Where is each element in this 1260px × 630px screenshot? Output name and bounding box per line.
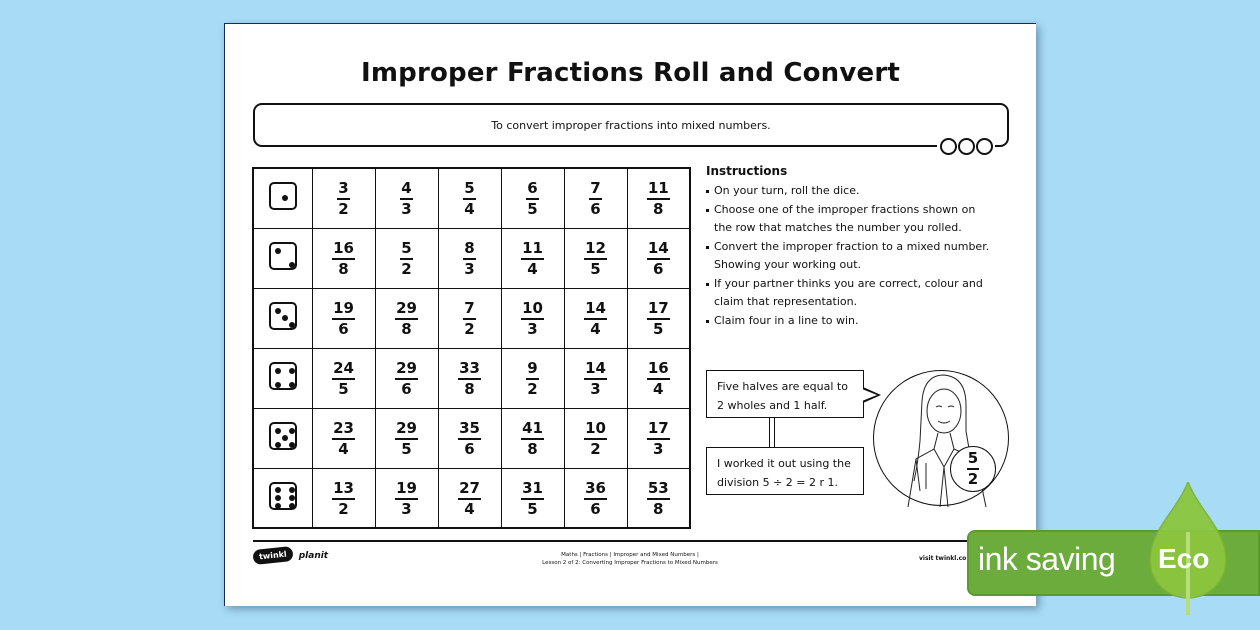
denominator: 3	[527, 320, 538, 338]
denominator: 4	[338, 440, 349, 458]
instructions-heading: Instructions	[706, 164, 788, 178]
denominator: 8	[401, 320, 412, 338]
fraction	[584, 360, 607, 398]
numerator: 24	[332, 360, 355, 380]
numerator: 10	[521, 300, 544, 320]
denominator: 5	[527, 499, 538, 518]
denominator: 4	[464, 200, 475, 219]
fraction	[521, 480, 544, 518]
fraction-cell[interactable]	[627, 408, 690, 468]
numerator: 14	[584, 360, 607, 380]
fraction-cell[interactable]	[627, 348, 690, 408]
bead-decoration	[937, 138, 995, 155]
die-cell	[253, 168, 312, 228]
footer-line-1: Maths | Fractions | Improper and Mixed Numbers |	[561, 552, 699, 558]
numerator: 4	[400, 180, 412, 200]
grid-row	[253, 348, 690, 408]
pip	[282, 195, 288, 201]
numerator: 17	[647, 300, 670, 320]
fraction	[458, 420, 481, 458]
denominator: 6	[590, 499, 601, 518]
fraction-cell[interactable]	[627, 288, 690, 348]
page-title: Improper Fractions Roll and Convert	[360, 58, 901, 88]
fraction-cell[interactable]	[375, 168, 438, 228]
fraction	[395, 480, 418, 518]
fraction-cell[interactable]	[312, 228, 375, 288]
footer-divider	[253, 540, 1013, 542]
denominator: 3	[464, 260, 475, 278]
fraction-cell[interactable]	[564, 408, 627, 468]
denominator: 5	[401, 440, 412, 458]
fraction-cell[interactable]	[375, 348, 438, 408]
die-face-3-icon	[269, 302, 297, 330]
denominator: 5	[590, 260, 601, 278]
numerator: 29	[395, 300, 418, 320]
fraction	[526, 180, 538, 218]
denominator: 2	[590, 440, 601, 458]
fraction-cell[interactable]	[627, 228, 690, 288]
fraction	[521, 420, 544, 458]
pip	[275, 248, 281, 254]
fraction	[584, 240, 607, 278]
fraction	[584, 300, 607, 338]
fraction	[332, 240, 355, 278]
denominator: 3	[590, 380, 601, 398]
bubble-connector	[769, 418, 775, 448]
fraction	[589, 180, 601, 218]
numerator: 13	[332, 480, 355, 500]
pip	[275, 382, 281, 388]
numerator: 14	[647, 240, 670, 260]
planit-label: planit	[298, 550, 329, 561]
denominator: 8	[653, 499, 664, 518]
denominator: 6	[401, 380, 412, 398]
denominator: 5	[653, 320, 664, 338]
denominator: 2	[338, 499, 349, 518]
instructions-list	[706, 182, 996, 330]
denominator: 3	[401, 200, 412, 219]
fraction-cell[interactable]	[438, 168, 501, 228]
fraction	[395, 300, 418, 338]
fraction-cell[interactable]	[564, 228, 627, 288]
fraction	[463, 300, 475, 338]
denominator: 4	[653, 380, 664, 398]
numerator: 9	[526, 360, 538, 380]
denominator: 5	[338, 380, 349, 398]
fraction-grid	[252, 167, 691, 529]
fraction	[332, 420, 355, 458]
fraction	[332, 360, 355, 398]
fraction-cell[interactable]	[501, 228, 564, 288]
pip	[289, 503, 295, 509]
pip	[275, 368, 281, 374]
pip	[275, 495, 281, 501]
fraction-cell[interactable]	[501, 288, 564, 348]
fraction-cell[interactable]	[564, 288, 627, 348]
footer-line-2: Lesson 2 of 2: Converting Improper Fractions to Mixed Numbers	[542, 560, 718, 566]
numerator: 10	[584, 420, 607, 440]
girl-student-icon	[874, 371, 1010, 507]
bead-icon	[940, 138, 957, 155]
fraction-cell[interactable]	[312, 168, 375, 228]
example-fraction: $\frac{5}{2}$	[967, 449, 979, 488]
fraction-cell[interactable]	[312, 468, 375, 528]
pip	[275, 503, 281, 509]
fraction-cell[interactable]	[564, 168, 627, 228]
die-face-4-icon	[269, 362, 297, 390]
numerator: 5	[463, 180, 475, 200]
numerator: 29	[395, 420, 418, 440]
denominator: 6	[590, 200, 601, 219]
numerator: 7	[463, 300, 475, 320]
fraction-cell[interactable]	[627, 468, 690, 528]
die-cell	[253, 348, 312, 408]
numerator: 12	[584, 240, 607, 260]
bead-icon	[976, 138, 993, 155]
example-fraction-badge	[950, 446, 996, 492]
numerator: 8	[463, 240, 475, 260]
pip	[289, 322, 295, 328]
numerator: 36	[584, 480, 607, 500]
instruction-item: If your partner thinks you are correct, colour and claim that representation.	[706, 275, 996, 311]
grid-row	[253, 168, 690, 228]
die-cell	[253, 408, 312, 468]
instructions-panel	[706, 164, 996, 331]
numerator: 53	[647, 480, 670, 500]
pip	[289, 487, 295, 493]
fraction	[647, 480, 670, 518]
fraction-cell[interactable]	[564, 348, 627, 408]
eco-label: ink saving	[978, 541, 1116, 577]
footer-logo	[253, 548, 328, 563]
denominator: 6	[338, 320, 349, 338]
numerator: 27	[458, 480, 481, 500]
pip	[275, 442, 281, 448]
fraction	[458, 360, 481, 398]
pip	[282, 315, 288, 321]
fraction-cell[interactable]	[438, 408, 501, 468]
denominator: 2	[464, 320, 475, 338]
fraction	[647, 300, 670, 338]
objective-box	[253, 103, 1009, 147]
numerator: 31	[521, 480, 544, 500]
denominator: 2	[401, 260, 412, 278]
die-face-2-icon	[269, 242, 297, 270]
numerator: 17	[647, 420, 670, 440]
worksheet-page	[224, 23, 1036, 606]
numerator: 5	[400, 240, 412, 260]
fraction	[526, 360, 538, 398]
grid-row	[253, 228, 690, 288]
fraction	[647, 240, 670, 278]
denominator: 4	[527, 260, 538, 278]
objective-text: To convert improper fractions into mixed numbers.	[491, 119, 771, 132]
die-face-1-icon	[269, 182, 297, 210]
pip	[275, 308, 281, 314]
fraction-cell[interactable]	[375, 408, 438, 468]
denominator: 8	[464, 380, 475, 398]
fraction	[521, 300, 544, 338]
fraction-cell[interactable]	[564, 468, 627, 528]
numerator: 14	[584, 300, 607, 320]
pip	[282, 435, 288, 441]
fraction	[458, 480, 481, 518]
speech-bubble: Five halves are equal to 2 wholes and 1 half.	[706, 370, 864, 418]
fraction	[395, 360, 418, 398]
numerator: 35	[458, 420, 481, 440]
instruction-item: Choose one of the improper fractions shown on the row that matches the number you rolled.	[706, 201, 996, 237]
denominator: 2	[527, 380, 538, 398]
die-face-6-icon	[269, 482, 297, 510]
numerator: 11	[647, 180, 670, 200]
fraction-cell[interactable]	[501, 468, 564, 528]
pip	[289, 428, 295, 434]
fraction-cell[interactable]	[438, 468, 501, 528]
fraction	[647, 360, 670, 398]
pip	[289, 262, 295, 268]
fraction	[647, 420, 670, 458]
twinkl-logo: twinkl	[252, 546, 293, 565]
footer-lesson-info	[475, 551, 785, 567]
fraction-cell[interactable]	[438, 228, 501, 288]
fraction	[463, 240, 475, 278]
numerator: 11	[521, 240, 544, 260]
fraction	[337, 180, 349, 218]
numerator: 7	[589, 180, 601, 200]
pip	[275, 428, 281, 434]
fraction-cell[interactable]	[627, 168, 690, 228]
numerator: 6	[526, 180, 538, 200]
fraction	[521, 240, 544, 278]
fraction	[584, 420, 607, 458]
eco-word: Eco	[1158, 543, 1210, 574]
numerator: 23	[332, 420, 355, 440]
fraction-cell[interactable]	[312, 288, 375, 348]
fraction-cell[interactable]	[375, 228, 438, 288]
instruction-item: Convert the improper fraction to a mixed number. Showing your working out.	[706, 238, 996, 274]
numerator: 3	[337, 180, 349, 200]
die-cell	[253, 468, 312, 528]
grid-row	[253, 468, 690, 528]
fraction	[400, 180, 412, 218]
denominator: 8	[338, 260, 349, 278]
fraction-cell[interactable]	[312, 348, 375, 408]
instruction-item: On your turn, roll the dice.	[706, 182, 996, 200]
denominator: 6	[653, 260, 664, 278]
pip	[289, 368, 295, 374]
denominator: 4	[590, 320, 601, 338]
fraction	[332, 300, 355, 338]
pip	[289, 382, 295, 388]
instruction-item: Claim four in a line to win.	[706, 312, 996, 330]
fraction	[395, 420, 418, 458]
die-face-5-icon	[269, 422, 297, 450]
denominator: 3	[653, 440, 664, 458]
denominator: 8	[527, 440, 538, 458]
numerator: 33	[458, 360, 481, 380]
fraction	[647, 180, 670, 218]
pip	[289, 442, 295, 448]
fraction-cell[interactable]	[375, 288, 438, 348]
fraction	[332, 480, 355, 518]
fraction-cell[interactable]	[501, 348, 564, 408]
fraction-cell[interactable]	[312, 408, 375, 468]
numerator: 19	[395, 480, 418, 500]
fraction-cell[interactable]	[375, 468, 438, 528]
grid-row	[253, 408, 690, 468]
numerator: 16	[647, 360, 670, 380]
denominator: 5	[527, 200, 538, 219]
denominator: 8	[653, 200, 664, 219]
working-bubble: I worked it out using the division 5 ÷ 2 = 2 r 1.	[706, 447, 864, 495]
fraction-cell[interactable]	[501, 408, 564, 468]
denominator: 3	[401, 499, 412, 518]
fraction-cell[interactable]	[501, 168, 564, 228]
fraction-cell[interactable]	[438, 348, 501, 408]
denominator: 4	[464, 499, 475, 518]
numerator: 16	[332, 240, 355, 260]
die-cell	[253, 228, 312, 288]
grid-row	[253, 288, 690, 348]
fraction	[463, 180, 475, 218]
fraction	[584, 480, 607, 518]
numerator: 29	[395, 360, 418, 380]
bead-icon	[958, 138, 975, 155]
pip	[289, 495, 295, 501]
denominator: 6	[464, 440, 475, 458]
pip	[275, 487, 281, 493]
fraction	[400, 240, 412, 278]
die-cell	[253, 288, 312, 348]
footer-website: visit twinkl.co	[919, 555, 967, 562]
denominator: 2	[338, 200, 349, 219]
fraction-cell[interactable]	[438, 288, 501, 348]
numerator: 41	[521, 420, 544, 440]
numerator: 19	[332, 300, 355, 320]
